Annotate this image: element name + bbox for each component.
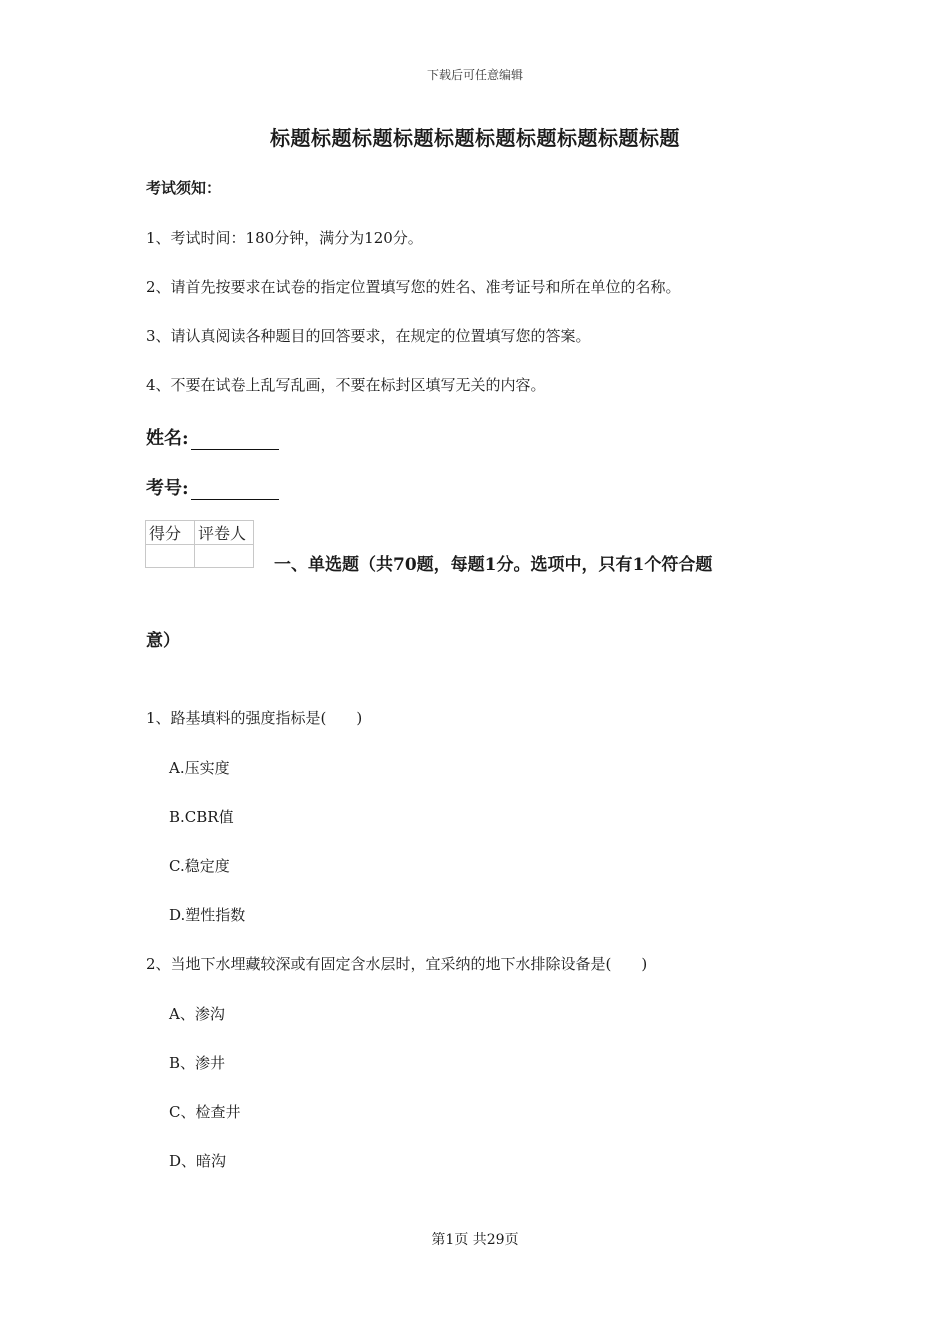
exam-id-blank-line[interactable]	[191, 481, 279, 500]
score-table-blank-row	[146, 545, 254, 568]
question-2-option-b: B、渗井	[169, 1054, 226, 1072]
grader-header: 评卷人	[195, 521, 254, 545]
name-blank-line[interactable]	[191, 431, 279, 450]
name-field	[146, 424, 279, 450]
question-2-option-a: A、渗沟	[169, 1005, 225, 1023]
document-title: 标题标题标题标题标题标题标题标题标题标题	[270, 126, 680, 150]
score-table-header-row	[146, 521, 254, 545]
name-label: 姓名:	[146, 428, 189, 449]
question-1-option-a: A.压实度	[169, 759, 230, 777]
score-table	[145, 520, 254, 568]
exam-id-field	[146, 474, 279, 500]
notice-item: 4、不要在试卷上乱写乱画，不要在标封区填写无关的内容。	[146, 376, 546, 394]
notice-item: 1、考试时间：180分钟，满分为120分。	[146, 229, 423, 247]
section-heading-continued: 意）	[146, 631, 180, 651]
header-note: 下载后可任意编辑	[426, 68, 523, 82]
question-1: 1、路基填料的强度指标是( )	[146, 709, 363, 727]
notice-heading: 考试须知：	[146, 179, 222, 197]
notice-item: 3、请认真阅读各种题目的回答要求，在规定的位置填写您的答案。	[146, 327, 591, 345]
question-2-option-c: C、检查井	[169, 1103, 241, 1121]
score-cell[interactable]	[146, 545, 195, 568]
notice-item: 2、请首先按要求在试卷的指定位置填写您的姓名、准考证号和所在单位的名称。	[146, 278, 681, 296]
question-2: 2、当地下水埋藏较深或有固定含水层时，宜采纳的地下水排除设备是( )	[146, 955, 648, 973]
section-heading: 一、单选题（共70题，每题1分。选项中，只有1个符合题	[274, 555, 713, 575]
question-2-option-d: D、暗沟	[169, 1152, 227, 1170]
grader-cell[interactable]	[195, 545, 254, 568]
exam-id-label: 考号:	[146, 478, 189, 499]
question-1-option-c: C.稳定度	[169, 857, 230, 875]
page-footer: 第1页 共29页	[431, 1232, 519, 1248]
question-1-option-b: B.CBR值	[169, 808, 234, 826]
question-1-option-d: D.塑性指数	[169, 906, 246, 924]
score-header: 得分	[146, 521, 195, 545]
